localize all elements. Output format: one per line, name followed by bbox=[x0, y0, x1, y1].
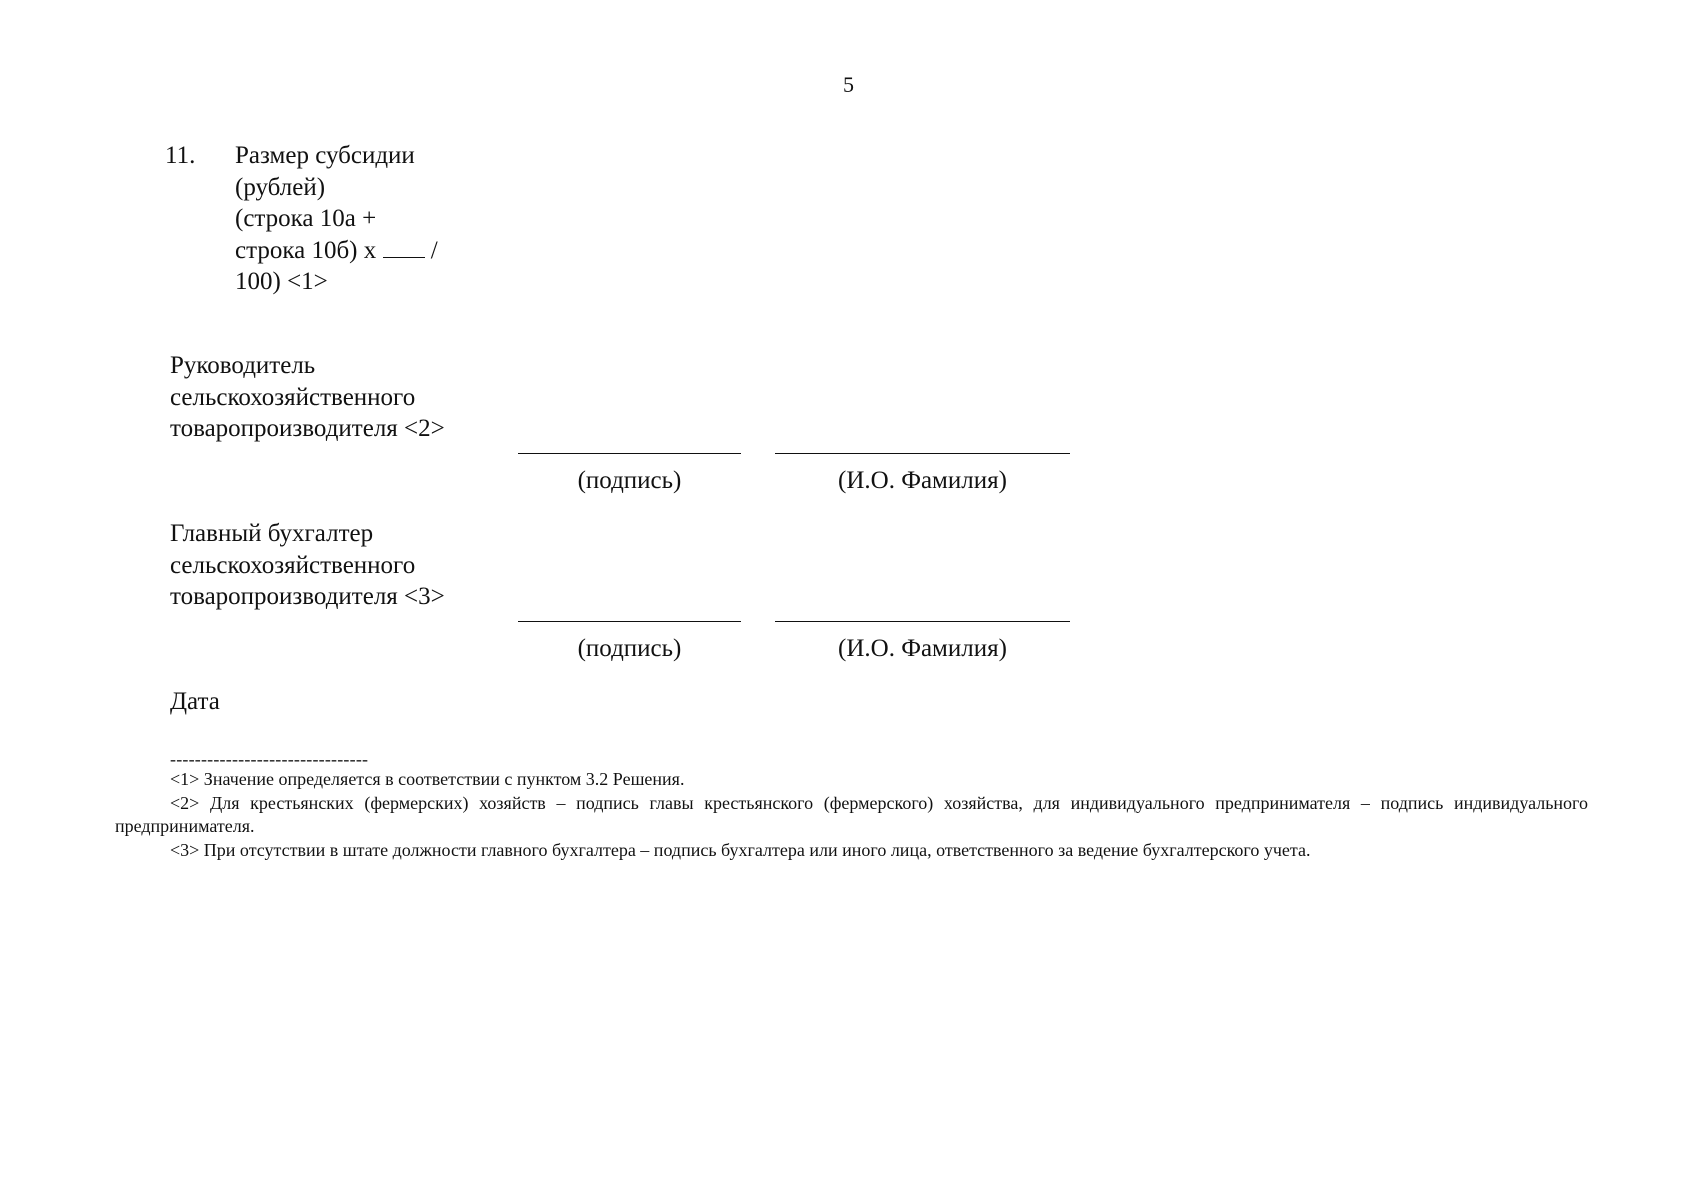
head-name-line bbox=[775, 453, 1070, 454]
page-number: 5 bbox=[843, 72, 854, 97]
head-label-line: товаропроизводителя <2> bbox=[170, 415, 445, 442]
item-line-formula bbox=[235, 235, 438, 267]
accountant-label bbox=[170, 518, 445, 613]
head-label-line: сельскохозяйственного bbox=[170, 383, 416, 411]
accountant-signature-line bbox=[518, 621, 741, 622]
accountant-name-line bbox=[775, 621, 1070, 622]
item-line: (строка 10а + bbox=[235, 205, 377, 232]
footnotes bbox=[115, 750, 1588, 862]
item-text bbox=[235, 140, 438, 298]
footnote-3: <3> При отсутствии в штате должности главного бухгалтера – подпись бухгалтера или иного лица, ответственного за ведение бухгалтерского учета. bbox=[170, 839, 1311, 860]
accountant-label-line: товаропроизводителя <3> bbox=[170, 583, 445, 610]
accountant-label-line: сельскохозяйственного bbox=[170, 551, 416, 579]
formula-text: строка 10б) х bbox=[235, 236, 383, 264]
item-line: Размер субсидии bbox=[235, 142, 415, 169]
accountant-signature-caption: (подпись) bbox=[577, 635, 682, 662]
accountant-name-caption: (И.О. Фамилия) bbox=[838, 635, 1007, 662]
head-signature-caption: (подпись) bbox=[577, 467, 682, 494]
item-number: 11. bbox=[165, 142, 196, 169]
percent-blank bbox=[383, 237, 425, 258]
head-signature-line bbox=[518, 453, 741, 454]
footnote-2: <2> Для крестьянских (фермерских) хозяйств – подпись главы крестьянского (фермерского) хозяйства, для индивидуального предпринимателя – подпись индивидуального предпринимателя. bbox=[115, 792, 1588, 836]
footnote-divider: -------------------------------- bbox=[170, 749, 369, 769]
formula-text-end: / bbox=[424, 236, 438, 264]
item-line: (рублей) bbox=[235, 173, 326, 201]
footnote-1: <1> Значение определяется в соответствии с пунктом 3.2 Решения. bbox=[170, 769, 685, 789]
head-name-caption: (И.О. Фамилия) bbox=[838, 467, 1007, 494]
accountant-label-line: Главный бухгалтер bbox=[170, 520, 374, 547]
date-label: Дата bbox=[170, 688, 220, 715]
head-label bbox=[170, 350, 445, 445]
head-label-line: Руководитель bbox=[170, 352, 316, 379]
item-line: 100) <1> bbox=[235, 268, 328, 295]
